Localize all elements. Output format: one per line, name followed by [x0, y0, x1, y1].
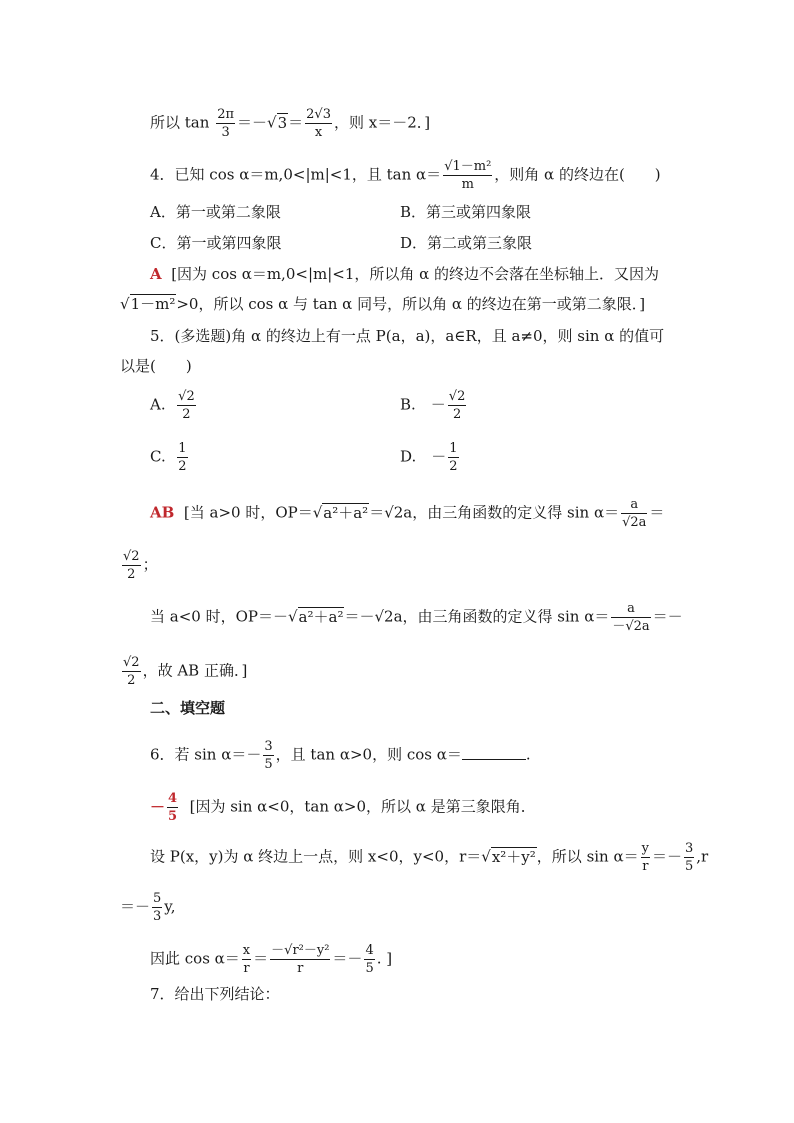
question-6-stem: 6．若 sin α＝－ $\frac{3}{5}$ ，且 tan α>0，则 cos α＝ .: [150, 739, 531, 772]
question-7-stem: 7．给出下列结论：: [150, 985, 280, 1003]
q4-explanation-line2: √1－m²>0，所以 cos α 与 tan α 同号，所以角 α 的终边在第一或第二象限．]: [120, 295, 646, 313]
q5-explanation-line4: $\frac{√2}{2}$ ，故 AB 正确．]: [123, 655, 248, 688]
question-5-stem-line2: 以是( ): [120, 357, 192, 375]
q5-option-d: D. － $\frac{1}{2}$: [400, 441, 458, 474]
q6-answer: － $\frac{4}{5}$: [150, 791, 178, 824]
answer-blank: [462, 745, 526, 760]
q5-explanation-line3: 当 a<0 时，OP＝－√a²＋a²＝－√2a，由三角函数的定义得 sin α＝ $\frac{a}{-√2a}$ ＝－: [150, 601, 683, 634]
q6-explanation-line4: 因此 cos α＝ $\frac{x}{r}$ ＝ $\frac{\text{－√r²－y²}}{r}$ ＝－ $\frac{4}{5}$ . ]: [150, 943, 393, 976]
q4-answer: A: [150, 265, 162, 283]
q5-option-c: C. $\frac{1}{2}$: [150, 441, 187, 474]
q5-answer: AB: [150, 503, 175, 522]
fraction-2sqrt3-x: $\frac{2√3}{x}$: [306, 107, 331, 140]
q5-explanation-line2: $\frac{√2}{2}$ ；: [123, 549, 158, 582]
q6-explanation-line3: ＝－ $\frac{5}{3}$ y,: [120, 891, 176, 924]
q6-explanation-line2: 设 P(x，y)为 α 终边上一点，则 x<0，y<0，r＝√x²＋y²，所以 sin α＝ $\frac{y}{r}$ ＝－ $\frac{3}{5}$ ,r: [150, 841, 709, 874]
fraction-sqrt-1-m2-over-m: $\frac{\text{√1－m²}}{m}$: [444, 159, 492, 192]
q4-option-a: A．第一或第二象限: [150, 203, 281, 221]
tan-conclusion-line: 所以 tan $\frac{2\pi}{3}$ ＝－√3＝ $\frac{2√3}{x}$ ，则 x＝－2．]: [150, 107, 431, 140]
q4-option-b: B．第三或第四象限: [400, 203, 532, 221]
q4-option-d: D．第二或第三象限: [400, 234, 533, 252]
q6-explanation-line1: － $\frac{4}{5}$ [因为 sin α<0，tan α>0，所以 α 是第三象限角．: [150, 791, 536, 824]
q4-option-c: C．第一或第四象限: [150, 234, 282, 252]
q4-explanation-line1: A [因为 cos α＝m,0<|m|<1，所以角 α 的终边不会落在坐标轴上．又因为: [150, 265, 660, 283]
question-4-stem: 4．已知 cos α＝m,0<|m|<1，且 tan α＝ $\frac{\text{√1－m²}}{m}$ ，则角 α 的终边在( ): [150, 159, 661, 192]
question-5-stem-line1: 5．(多选题)角 α 的终边上有一点 P(a，a)，a∈R，且 a≠0，则 sin α 的值可: [150, 327, 665, 345]
q5-option-a: A. $\frac{√2}{2}$: [150, 389, 195, 422]
fraction-2pi-3: $\frac{2\pi}{3}$: [217, 107, 235, 140]
q5-explanation-line1: AB [当 a>0 时，OP＝√a²＋a²＝√2a，由三角函数的定义得 sin α＝ $\frac{a}{√2a}$ ＝: [150, 497, 665, 530]
q5-option-b: B. － $\frac{√2}{2}$: [400, 389, 466, 422]
section-heading: 二、填空题: [150, 699, 226, 717]
